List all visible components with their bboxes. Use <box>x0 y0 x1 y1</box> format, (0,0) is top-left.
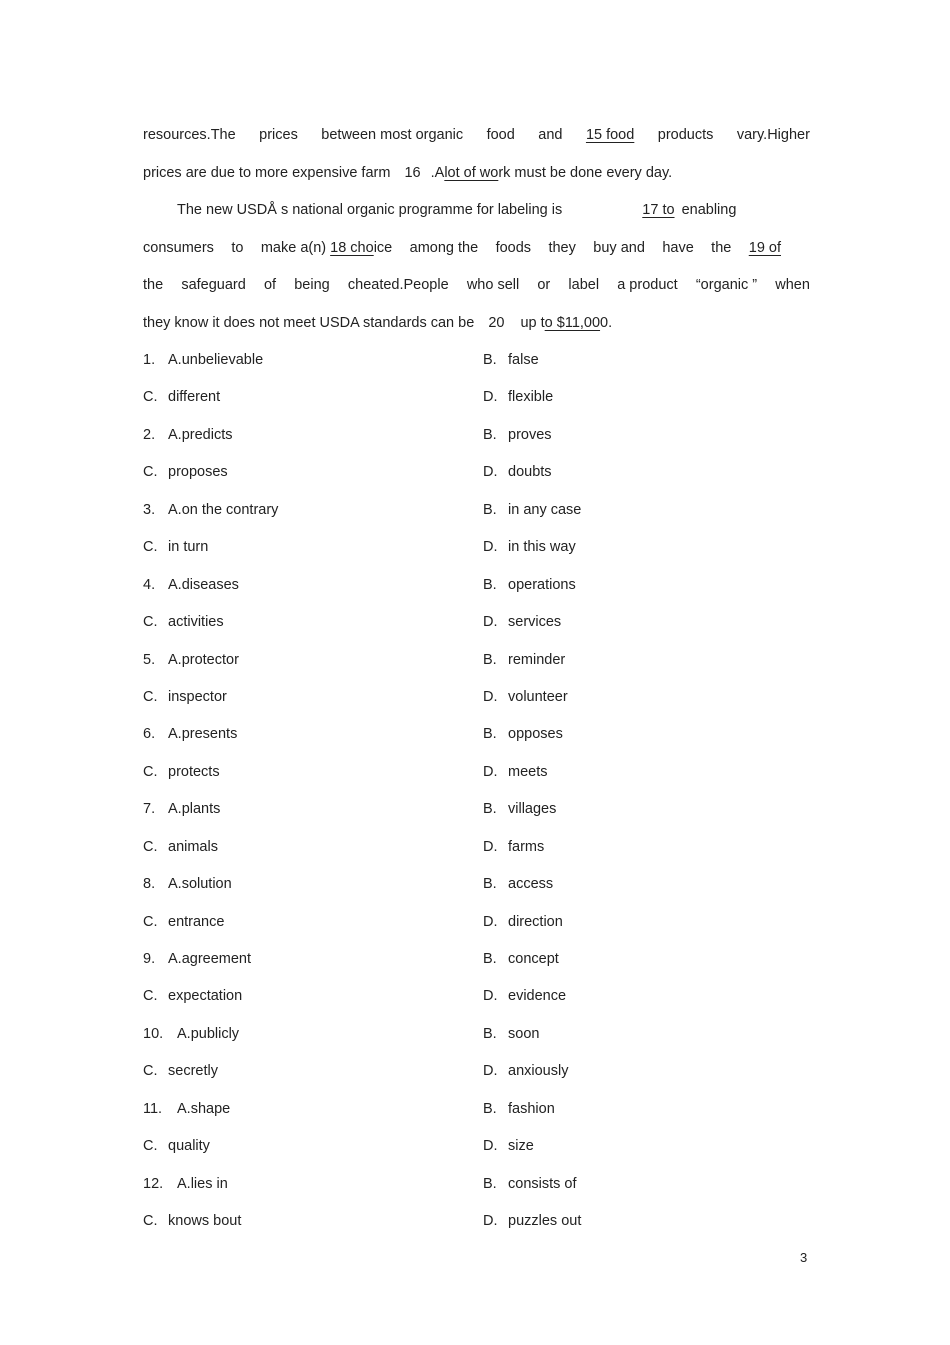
option-letter: B. <box>483 501 497 518</box>
option-d-text: doubts <box>508 464 552 481</box>
passage-line-1 <box>143 124 810 146</box>
option-row <box>143 535 810 572</box>
option-letter: D. <box>483 389 498 406</box>
option-d <box>483 610 561 634</box>
option-c-text: expectation <box>168 988 243 1005</box>
text: foods <box>495 240 532 256</box>
option-c <box>143 1059 218 1083</box>
option-letter: B. <box>483 801 497 818</box>
text: products <box>657 127 714 143</box>
option-a-text: A.agreement <box>168 951 252 967</box>
option-c-text: different <box>168 389 221 406</box>
option-a <box>143 872 232 896</box>
option-a-text: A.unbelievable <box>168 352 264 368</box>
text: prices <box>259 127 298 143</box>
option-row <box>143 685 810 722</box>
option-letter: C. <box>143 389 158 406</box>
question-number: 8. <box>143 876 156 893</box>
option-a-text: A.diseases <box>168 576 239 593</box>
text: cheated.People <box>347 277 449 293</box>
option-c-text: inspector <box>168 688 227 705</box>
option-d <box>483 385 553 409</box>
option-row <box>143 722 810 759</box>
question-number: 3. <box>143 501 156 518</box>
question-number: 5. <box>143 651 156 668</box>
blank-17: 17 to <box>642 202 675 218</box>
option-c-text: knows bout <box>168 1213 242 1230</box>
option-letter: D. <box>483 1138 498 1155</box>
option-row <box>143 460 810 497</box>
option-a <box>143 1097 230 1121</box>
text: prices are due to more expensive farm <box>143 165 391 181</box>
option-row <box>143 1097 810 1134</box>
blank-15: 15 food <box>585 127 635 143</box>
option-b <box>483 1172 577 1196</box>
option-d <box>483 1209 581 1233</box>
option-b <box>483 1022 539 1046</box>
option-a <box>143 498 278 522</box>
text: and <box>538 127 563 143</box>
blank-20: 20 <box>488 315 505 331</box>
option-row <box>143 1209 810 1246</box>
option-d-text: farms <box>508 838 545 855</box>
option-b <box>483 648 565 672</box>
option-b-text: in any case <box>508 501 582 518</box>
text: they <box>548 240 576 256</box>
blank-19: 19 of <box>748 240 781 256</box>
option-letter: B. <box>483 1025 497 1042</box>
option-a <box>143 348 263 372</box>
option-b <box>483 947 559 971</box>
option-row <box>143 984 810 1021</box>
text: The new USDÅ s national organic programme for labeling is <box>177 202 563 218</box>
option-row <box>143 385 810 422</box>
option-c <box>143 1209 241 1233</box>
option-d-text: in this way <box>508 539 576 556</box>
option-letter: B. <box>483 951 497 967</box>
option-a <box>143 722 237 746</box>
option-c <box>143 610 224 634</box>
text: being <box>294 277 330 293</box>
option-letter: D. <box>483 913 498 930</box>
option-letter: B. <box>483 1100 497 1117</box>
option-letter: C. <box>143 464 158 481</box>
blank-16: 16 <box>404 165 421 181</box>
option-c <box>143 460 228 484</box>
option-d-text: evidence <box>508 988 567 1005</box>
option-b-text: consists of <box>508 1175 577 1192</box>
option-c-text: protects <box>168 763 220 780</box>
option-c-text: secretly <box>168 1063 218 1080</box>
text: vary.Higher <box>736 127 810 143</box>
option-c-text: activities <box>168 614 224 631</box>
option-b-text: operations <box>508 576 576 593</box>
passage-line-6 <box>143 312 810 334</box>
option-letter: D. <box>483 539 498 556</box>
passage-line-3 <box>177 199 777 221</box>
option-b <box>483 348 539 372</box>
option-c <box>143 835 218 859</box>
option-letter: D. <box>483 838 498 855</box>
option-row <box>143 610 810 647</box>
option-a <box>143 797 220 821</box>
option-letter: C. <box>143 763 158 780</box>
option-letter: B. <box>483 651 497 668</box>
option-d-text: flexible <box>508 389 554 406</box>
option-row <box>143 648 810 685</box>
text: or <box>537 277 551 293</box>
text: resources.The <box>143 127 236 143</box>
text: “organic ” <box>695 277 758 293</box>
option-a-text: A.predicts <box>168 426 233 443</box>
text: safeguard <box>181 277 246 293</box>
option-b-text: fashion <box>508 1100 555 1117</box>
question-number: 1. <box>143 352 156 368</box>
option-a-text: A.solution <box>168 876 232 893</box>
option-letter: C. <box>143 614 158 631</box>
underlined-text: lot of wo <box>444 165 499 181</box>
option-row <box>143 872 810 909</box>
option-a-text: A.publicly <box>177 1025 240 1042</box>
option-d-text: puzzles out <box>508 1213 582 1230</box>
option-letter: C. <box>143 688 158 705</box>
option-letter: B. <box>483 876 497 893</box>
option-b <box>483 1097 555 1121</box>
option-letter: C. <box>143 838 158 855</box>
option-row <box>143 1022 810 1059</box>
question-number: 11. <box>143 1100 163 1117</box>
option-c-text: proposes <box>168 464 228 481</box>
option-row <box>143 1059 810 1096</box>
option-a-text: A.plants <box>168 801 221 818</box>
option-d <box>483 835 544 859</box>
option-a <box>143 1172 228 1196</box>
text: make a(n) <box>260 240 327 256</box>
option-row <box>143 1134 810 1171</box>
option-c <box>143 1134 210 1158</box>
option-d-text: anxiously <box>508 1063 569 1080</box>
question-number: 2. <box>143 426 156 443</box>
option-a <box>143 947 251 971</box>
question-number: 4. <box>143 576 156 593</box>
option-letter: B. <box>483 352 497 368</box>
option-letter: B. <box>483 1175 497 1192</box>
option-a-text: A.presents <box>168 726 238 743</box>
option-a-text: A.on the contrary <box>168 501 279 518</box>
option-c-text: animals <box>168 838 218 855</box>
option-d <box>483 535 576 559</box>
option-b-text: reminder <box>508 651 566 668</box>
text: the <box>711 240 732 256</box>
underlined-text: o $11,00 <box>544 315 601 331</box>
option-c <box>143 685 227 709</box>
text: buy and <box>593 240 645 256</box>
question-number: 9. <box>143 951 156 967</box>
option-letter: B. <box>483 426 497 443</box>
option-letter: C. <box>143 988 158 1005</box>
option-b-text: opposes <box>508 726 563 743</box>
option-c <box>143 760 220 784</box>
question-number: 12. <box>143 1175 164 1192</box>
option-d-text: meets <box>508 763 548 780</box>
option-c <box>143 385 220 409</box>
option-a <box>143 423 232 447</box>
text: a product <box>617 277 678 293</box>
text: label <box>568 277 600 293</box>
text: ice <box>373 240 393 256</box>
option-d <box>483 460 552 484</box>
option-letter: C. <box>143 1138 158 1155</box>
page-number: 3 <box>800 1250 808 1265</box>
text: they know it does not meet USDA standards can be <box>143 315 475 331</box>
option-a-text: A.shape <box>177 1100 231 1117</box>
option-row <box>143 760 810 797</box>
question-number: 7. <box>143 801 156 818</box>
option-d-text: services <box>508 614 562 631</box>
option-d-text: direction <box>508 913 563 930</box>
option-a <box>143 648 239 672</box>
option-b-text: villages <box>508 801 557 818</box>
option-row <box>143 573 810 610</box>
option-a-text: A.lies in <box>177 1175 228 1192</box>
option-c-text: in turn <box>168 539 209 556</box>
option-c <box>143 535 208 559</box>
text: up t <box>520 315 545 331</box>
option-letter: D. <box>483 1063 498 1080</box>
option-b <box>483 722 563 746</box>
option-letter: C. <box>143 1063 158 1080</box>
option-row <box>143 835 810 872</box>
text: consumers <box>143 240 214 256</box>
option-c-text: quality <box>168 1138 210 1155</box>
option-letter: D. <box>483 988 498 1005</box>
option-letter: D. <box>483 688 498 705</box>
option-a <box>143 1022 239 1046</box>
text: food <box>486 127 515 143</box>
option-b <box>483 573 576 597</box>
option-b-text: access <box>508 876 554 893</box>
option-b-text: proves <box>508 426 552 443</box>
option-b-text: false <box>508 352 539 368</box>
option-a <box>143 573 239 597</box>
option-d <box>483 1134 534 1158</box>
option-letter: D. <box>483 763 498 780</box>
option-row <box>143 1172 810 1209</box>
option-d <box>483 760 548 784</box>
option-b-text: soon <box>508 1025 540 1042</box>
text: who sell <box>466 277 520 293</box>
option-d <box>483 910 563 934</box>
option-b <box>483 498 581 522</box>
option-b <box>483 797 556 821</box>
option-row <box>143 797 810 834</box>
option-letter: C. <box>143 1213 158 1230</box>
text: have <box>662 240 694 256</box>
options-list <box>143 348 810 1247</box>
option-letter: C. <box>143 539 158 556</box>
blank-18: 18 cho <box>330 240 374 256</box>
option-b <box>483 423 552 447</box>
option-c <box>143 984 242 1008</box>
text: between most organic <box>321 127 464 143</box>
text: enabling <box>681 202 737 218</box>
text: rk must be done every day. <box>498 165 673 181</box>
option-letter: B. <box>483 576 497 593</box>
option-row <box>143 348 810 385</box>
option-row <box>143 910 810 947</box>
text: the <box>143 277 164 293</box>
option-b-text: concept <box>508 951 559 967</box>
text: 0. <box>600 315 613 331</box>
option-c-text: entrance <box>168 913 225 930</box>
option-letter: D. <box>483 464 498 481</box>
option-a-text: A.protector <box>168 651 239 668</box>
text: among the <box>409 240 479 256</box>
option-d <box>483 685 568 709</box>
option-row <box>143 423 810 460</box>
text: to <box>231 240 244 256</box>
option-letter: B. <box>483 726 497 743</box>
option-row <box>143 947 810 984</box>
option-d-text: size <box>508 1138 534 1155</box>
text: when <box>775 277 810 293</box>
text: of <box>263 277 277 293</box>
option-c <box>143 910 224 934</box>
passage-line-2 <box>143 162 810 184</box>
option-letter: C. <box>143 913 158 930</box>
question-number: 6. <box>143 726 156 743</box>
option-row <box>143 498 810 535</box>
passage-line-4 <box>143 237 781 259</box>
option-b <box>483 872 553 896</box>
passage-line-5 <box>143 274 810 296</box>
text: .A <box>430 165 445 181</box>
option-letter: D. <box>483 614 498 631</box>
option-letter: D. <box>483 1213 498 1230</box>
question-number: 10. <box>143 1025 164 1042</box>
option-d <box>483 984 566 1008</box>
option-d-text: volunteer <box>508 688 568 705</box>
option-d <box>483 1059 568 1083</box>
